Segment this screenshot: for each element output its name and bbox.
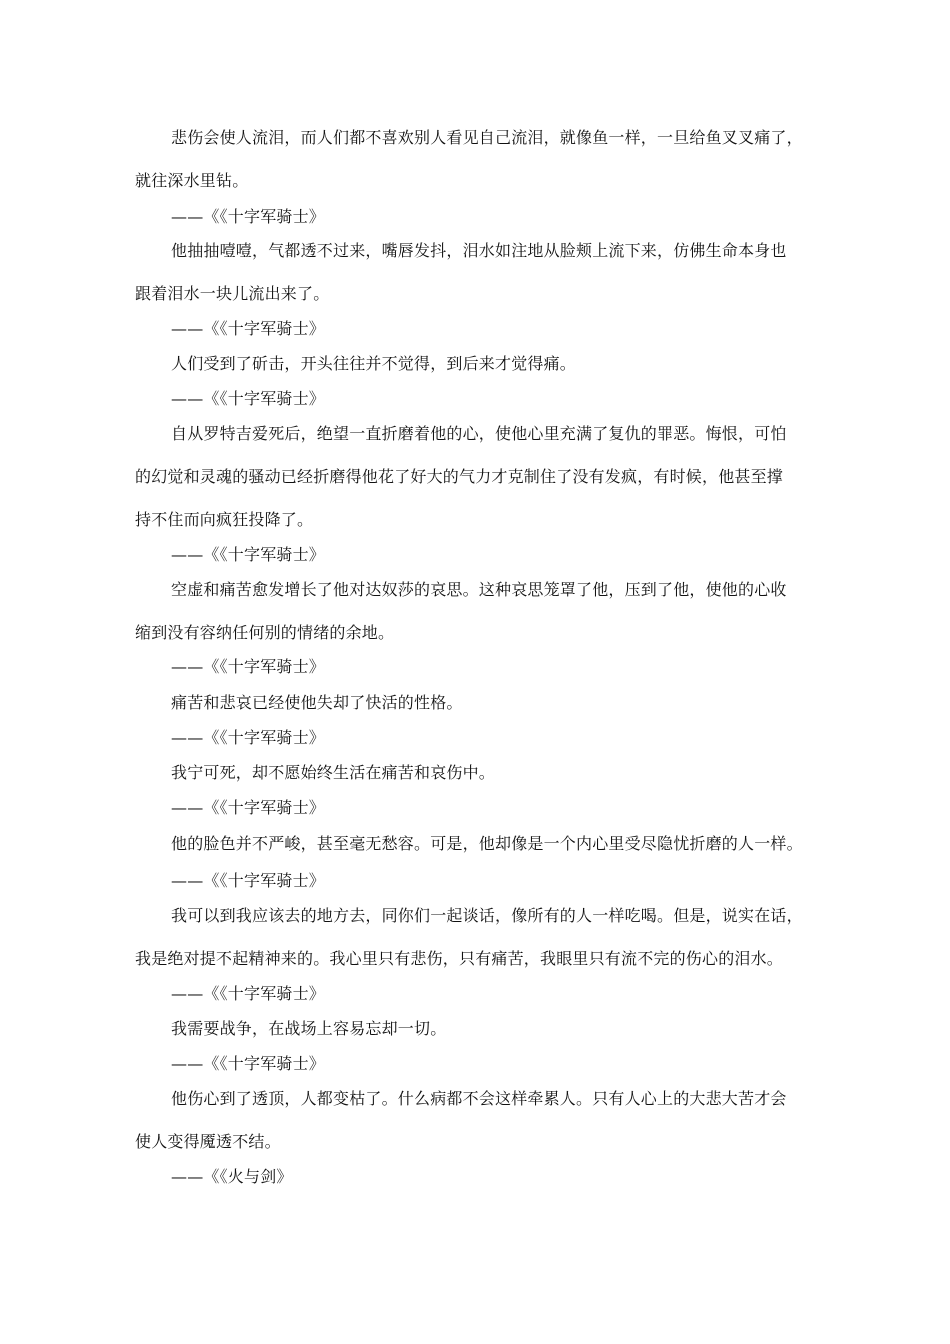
quote-line: 悲伤会使人流泪，而人们都不喜欢别人看见自己流泪，就像鱼一样，一旦给鱼叉叉痛了，: [171, 128, 803, 147]
quote-line: 人们受到了斫击，开头往往并不觉得，到后来才觉得痛。: [171, 354, 577, 373]
quote-line: 他的脸色并不严峻，甚至毫无愁容。可是，他却像是一个内心里受尽隐忧折磨的人一样。: [171, 834, 803, 853]
quote-source: ——《《十字军骑士》: [171, 657, 326, 676]
quote-line: 的幻觉和灵魂的骚动已经折磨得他花了好大的气力才克制住了没有发疯，有时候，他甚至撑: [135, 467, 784, 486]
quote-line: 缩到没有容纳任何别的情绪的余地。: [135, 623, 395, 642]
quote-line: 我宁可死，却不愿始终生活在痛苦和哀伤中。: [171, 763, 496, 782]
quote-line: 空虚和痛苦愈发增长了他对达奴莎的哀思。这种哀思笼罩了他，压到了他，使他的心收: [171, 580, 787, 599]
quote-line: 他抽抽噎噎，气都透不过来，嘴唇发抖，泪水如注地从脸颊上流下来，仿佛生命本身也: [171, 241, 787, 260]
quote-source: ——《《十字军骑士》: [171, 728, 326, 747]
quote-source: ——《《十字军骑士》: [171, 984, 326, 1003]
quote-source: ——《《十字军骑士》: [171, 207, 326, 226]
quote-line: 使人变得魇透不结。: [135, 1132, 281, 1151]
quote-line: 他伤心到了透顶，人都变枯了。什么病都不会这样牵累人。只有人心上的大悲大苦才会: [171, 1089, 787, 1108]
quote-line: 持不住而向疯狂投降了。: [135, 510, 314, 529]
quote-line: 我可以到我应该去的地方去，同你们一起谈话，像所有的人一样吃喝。但是，说实在话，: [171, 906, 803, 925]
quote-source: ——《《十字军骑士》: [171, 871, 326, 890]
quote-line: 自从罗特吉爱死后，绝望一直折磨着他的心，使他心里充满了复仇的罪恶。悔恨，可怕: [171, 424, 787, 443]
quote-source: ——《《十字军骑士》: [171, 1054, 326, 1073]
quote-source: ——《《十字军骑士》: [171, 389, 326, 408]
quote-line: 我需要战争，在战场上容易忘却一切。: [171, 1019, 447, 1038]
quote-line: 就往深水里钻。: [135, 171, 249, 190]
quote-line: 痛苦和悲哀已经使他失却了快活的性格。: [171, 693, 463, 712]
quote-source: ——《《十字军骑士》: [171, 798, 326, 817]
quote-line: 跟着泪水一块儿流出来了。: [135, 284, 330, 303]
quote-source: ——《《十字军骑士》: [171, 545, 326, 564]
quote-line: 我是绝对提不起精神来的。我心里只有悲伤，只有痛苦，我眼里只有流不完的伤心的泪水。: [135, 949, 784, 968]
quote-source: ——《《火与剑》: [171, 1167, 293, 1186]
quote-source: ——《《十字军骑士》: [171, 319, 326, 338]
